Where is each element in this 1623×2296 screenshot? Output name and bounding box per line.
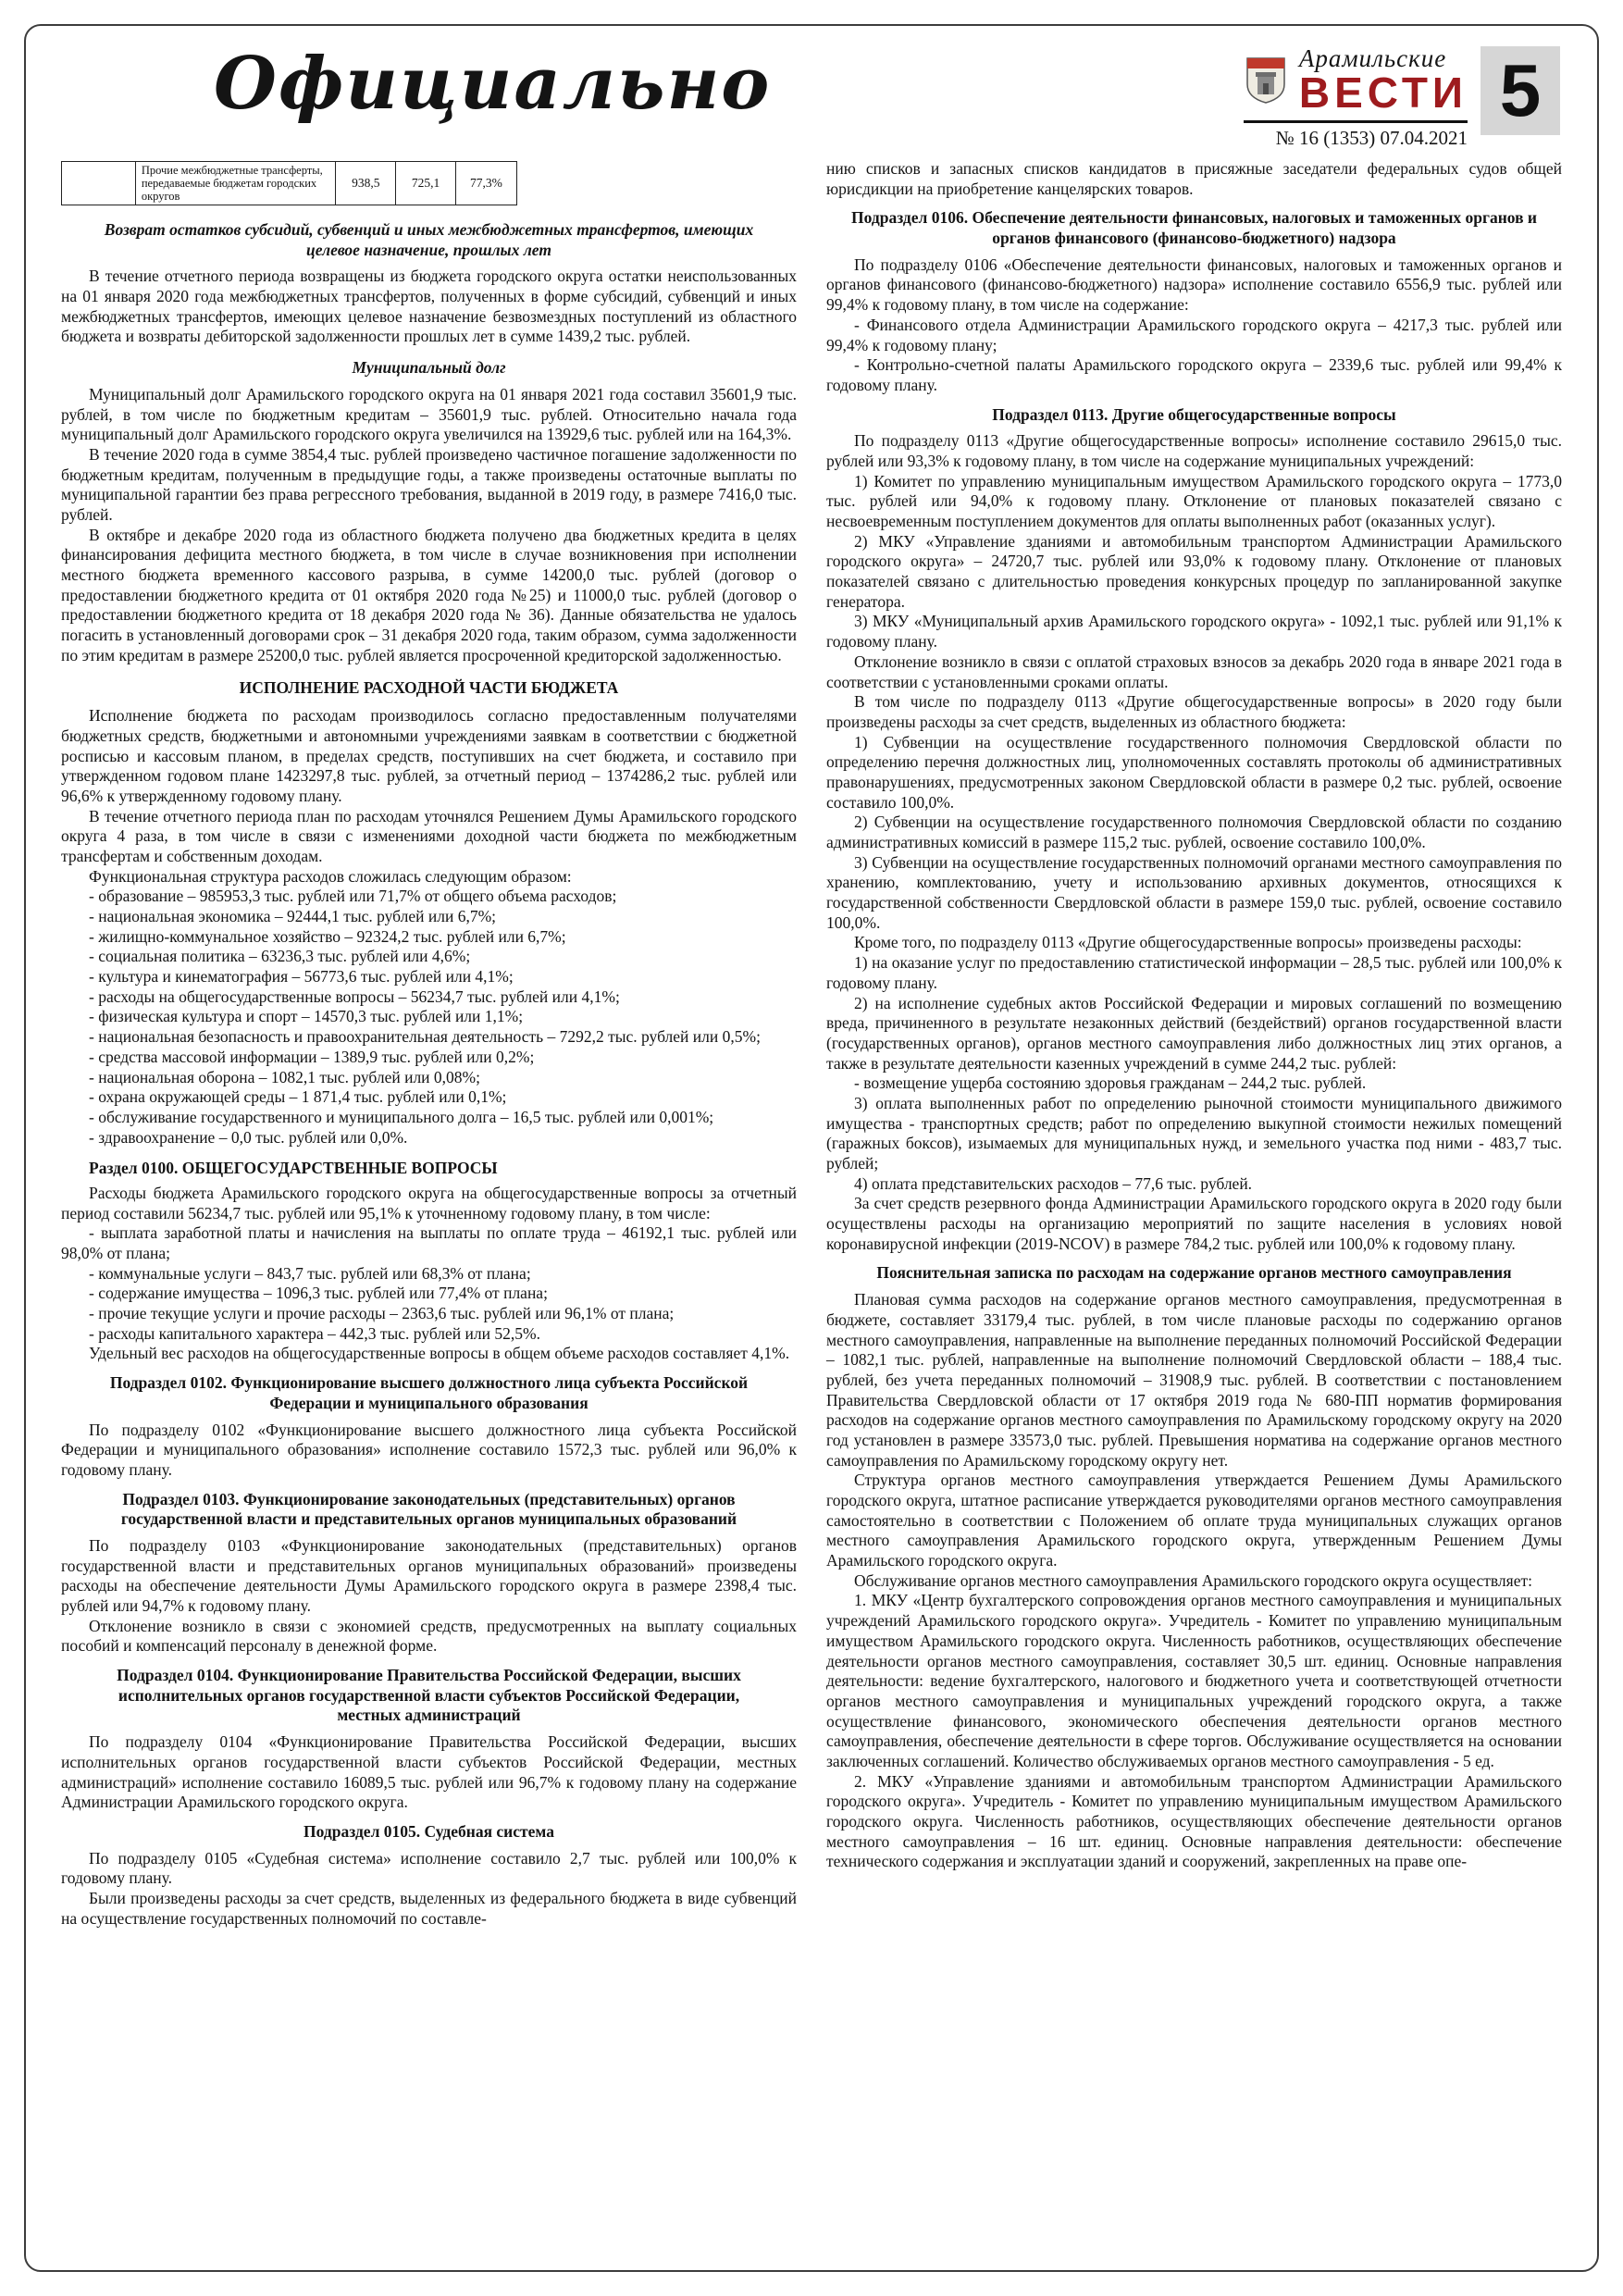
- paragraph: нию списков и запасных списков кандидатов в присяжные заседатели федеральных судов общей юрисдикции на приобретение канцелярских товаров.: [826, 159, 1562, 198]
- paragraph: В течение отчетного периода план по расходам уточнялся Решением Думы Арамильского городского округа 4 раза, в том числе в связи с изменениями доходной части бюджета по межбюджетным трансфертам и собственным доходам.: [61, 806, 797, 865]
- list-item: - выплата заработной платы и начисления на выплаты по оплате труда – 46192,1 тыс. рублей или 98,0% от плана;: [61, 1223, 797, 1262]
- table-row: [62, 162, 517, 205]
- list-item: - образование – 985953,3 тыс. рублей или 71,7% от общего объема расходов;: [89, 887, 617, 906]
- list-item: - физическая культура и спорт – 14570,3 тыс. рублей или 1,1%;: [89, 1007, 524, 1026]
- paragraph: Расходы бюджета Арамильского городского округа на общегосударственные вопросы за отчетный период составили 56234,7 тыс. рублей или 95,1% к уточненному годовому плану, в том числе:: [61, 1183, 797, 1222]
- list-item: - возмещение ущерба состоянию здоровья гражданам – 244,2 тыс. рублей.: [854, 1074, 1367, 1093]
- paragraph: Обслуживание органов местного самоуправления Арамильского городского округа осуществляет:: [854, 1570, 1532, 1590]
- paragraph: Отклонение возникло в связи с экономией средств, предусмотренных на выплату социальных пособий и компенсаций персоналу в денежной форме.: [61, 1616, 797, 1656]
- paragraph: 2. МКУ «Управление зданиями и автомобильным транспортом Администрации Арамильского городского округа». Учредитель - Комитет по управлению муниципальным имуществом Арамильского городского округа. Численность работников, осуществляющих обеспечение деятельности органов местного самоуправления – 16 шт. единиц. Основные направления деятельности: обеспечение технического содержания и эксплуатации зданий и сооружений, закрепленных на праве опе-: [826, 1771, 1562, 1871]
- paragraph: По подразделу 0104 «Функционирование Правительства Российской Федерации, высших исполнительных органов государственной власти субъектов Российской Федерации, местных администраций» исполнение составило 16089,5 тыс. рублей или 96,7% к годовому плану на содержание Администрации Арамильского городского округа.: [61, 1732, 797, 1812]
- brand-name-bottom: ВЕСТИ: [1298, 68, 1468, 117]
- left-column: [61, 159, 797, 1929]
- brand-name-top: Арамильские: [1298, 44, 1447, 72]
- paragraph: По подразделу 0113 «Другие общегосударственные вопросы» исполнение составило 29615,0 тыс. рублей или 93,3% к годовому плану, в том числе на содержание муниципальных учреждений:: [826, 431, 1562, 470]
- section-heading: Подраздел 0113. Другие общегосударственные вопросы: [992, 404, 1396, 424]
- list-item: - здравоохранение – 0,0 тыс. рублей или 0,0%.: [89, 1127, 408, 1147]
- list-item: - национальная экономика – 92444,1 тыс. рублей или 6,7%;: [89, 907, 497, 925]
- paragraph: Структура органов местного самоуправления утверждается Решением Думы Арамильского городского округа, штатное расписание утверждается руководителями органов местного самоуправления самостоятельно в соответствии с Положением об оплате труда муниципальных служащих органов местного самоуправления Арамильского городского округа, утвержденным Решением Думы Арамильского городского округа.: [826, 1471, 1562, 1570]
- brand-block: [1244, 46, 1560, 150]
- list-item: - расходы на общегосударственные вопросы – 56234,7 тыс. рублей или 4,1%;: [89, 987, 620, 1006]
- section-heading: Муниципальный долг: [352, 358, 506, 378]
- masthead: [61, 43, 1562, 159]
- list-item: - охрана окружающей среды – 1 871,4 тыс. рублей или 0,1%;: [89, 1087, 507, 1107]
- issue-info: № 16 (1353) 07.04.2021: [1244, 120, 1468, 150]
- paragraph: 1) Субвенции на осуществление государственного полномочия Свердловской области по определению перечня должностных лиц, уполномоченных составлять протоколы об административных правонарушениях, предусмотренных законом Свердловской области в размере 0,2 тыс. рублей, освоение составило 100,0%.: [826, 732, 1562, 812]
- list-item: - Финансового отдела Администрации Арамильского городского округа – 4217,3 тыс. рублей или 99,4% к годовому плану;: [826, 315, 1562, 354]
- paragraph: По подразделу 0106 «Обеспечение деятельности финансовых, налоговых и таможенных органов и органов финансового (финансово-бюджетного) надзора» исполнение составило 6556,9 тыс. рублей или 99,4% к годовому плану, в том числе на содержание:: [826, 254, 1562, 315]
- table-cell-value: 725,1: [396, 162, 456, 205]
- paragraph: 1. МКУ «Центр бухгалтерского сопровождения органов местного самоуправления и муниципальных учреждений Арамильского городского округа». Учредитель - Комитет по управлению муниципальным имуществом Арамильского городского округа. Численность работников, осуществляющих обеспечение деятельности органов местного самоуправления, составляет 30,5 шт. единиц. Основные направления деятельности: ведение бухгалтерского, налогового и бюджетного учета и соответствующей отчетности органов местного самоуправления и муниципальных учреждений городского округа, а также осуществление финансового, экономического обеспечения деятельности органов местного самоуправления, обеспечение деятельности в сфере торгов. Обслуживание осуществляется на основании заключенных соглашений. Количество обслуживаемых органов местного самоуправления - 5 ед.: [826, 1591, 1562, 1770]
- paragraph: Функциональная структура расходов сложилась следующим образом:: [89, 866, 572, 886]
- paragraph: 3) Субвенции на осуществление государственных полномочий органами местного самоуправления по хранению, комплектованию, учету и использованию архивных документов, относящихся к государственной собственности Свердловской области в размере 159,0 тыс. рублей, освоение составило 100,0%.: [826, 852, 1562, 932]
- right-column: [826, 159, 1562, 1872]
- paragraph: 1) на оказание услуг по предоставлению статистической информации – 28,5 тыс. рублей или 100,0% к годовому плану.: [826, 953, 1562, 992]
- section-heading: Подраздел 0104. Функционирование Правительства Российской Федерации, высших исполнительных органов государственной власти субъектов Российской Федерации, местных администраций: [117, 1666, 741, 1725]
- list-item: - обслуживание государственного и муниципального долга – 16,5 тыс. рублей или 0,001%;: [89, 1107, 714, 1126]
- section-heading: Подраздел 0106. Обеспечение деятельности финансовых, налоговых и таможенных органов и органов финансового (финансово-бюджетного) надзора: [851, 208, 1537, 248]
- paragraph: Муниципальный долг Арамильского городского округа на 01 января 2021 года составил 35601,9 тыс. рублей, в том числе по бюджетным кредитам – 35601,9 тыс. рублей. Относительно начала года муниципальный долг Арамильского городского округа увеличился на 13929,6 тыс. рублей или на 164,3%.: [61, 384, 797, 444]
- list-item: - расходы капитального характера – 442,3 тыс. рублей или 52,5%.: [89, 1323, 540, 1343]
- section-heading: Подраздел 0105. Судебная система: [304, 1821, 554, 1841]
- paragraph: 3) МКУ «Муниципальный архив Арамильского городского округа» - 1092,1 тыс. рублей или 91,1% к годовому плану.: [826, 612, 1562, 652]
- paragraph: Удельный вес расходов на общегосударственные вопросы в общем объеме расходов составляет 4,1%.: [89, 1344, 790, 1363]
- paragraph: За счет средств резервного фонда Администрации Арамильского городского округа в 2020 году были осуществлены расходы на организацию мероприятий по защите населения в условиях новой коронавирусной инфекции (2019-NCOV) в размере 784,2 тыс. рублей или 100,0% к годовому плану.: [826, 1194, 1562, 1253]
- paragraph: Были произведены расходы за счет средств, выделенных из федерального бюджета в виде субвенций на осуществление государственных полномочий по составле-: [61, 1888, 797, 1928]
- paragraph: По подразделу 0105 «Судебная система» исполнение составило 2,7 тыс. рублей или 100,0% к годовому плану.: [61, 1848, 797, 1888]
- table-cell-value: 938,5: [336, 162, 396, 205]
- paragraph: 1) Комитет по управлению муниципальным имуществом Арамильского городского округа – 1773,0 тыс. рублей или 94,0% к годовому плану. Отклонение от плановых показателей связано с несвоевременным поступлением документов для оплаты выполненных работ (оказанных услуг).: [826, 471, 1562, 530]
- paragraph: Исполнение бюджета по расходам производилось согласно предоставленным получателями бюджетных средств, бюджетными и автономными учреждениями заявкам в соответствии с бюджетной росписью и кассовым планом, в пределах средств, поступивших на счет бюджета, и составило при утвержденном годовом плане 1423297,8 тыс. рублей, за отчетный период – 1374286,2 тыс. рублей или 96,6% к утвержденному годовому плану.: [61, 706, 797, 805]
- table-cell-label: Прочие межбюджетные трансферты, передаваемые бюджетам городских округов: [135, 162, 336, 205]
- paragraph: Отклонение возникло в связи с оплатой страховых взносов за декабрь 2020 года в январе 2021 года в соответствии с установленными сроками оплаты.: [826, 652, 1562, 691]
- list-item: - национальная оборона – 1082,1 тыс. рублей или 0,08%;: [89, 1067, 480, 1086]
- section-heading: ИСПОЛНЕНИЕ РАСХОДНОЙ ЧАСТИ БЮДЖЕТА: [239, 678, 619, 698]
- paragraph: 2) МКУ «Управление зданиями и автомобильным транспортом Администрации Арамильского городского округа» – 24720,7 тыс. рублей или 93,0% к годовому плану. Отклонение от плановых показателей связано с длительностью проведения конкурсных процедур по запланированной закупке генератора.: [826, 531, 1562, 611]
- paragraph: По подразделу 0103 «Функционирование законодательных (представительных) органов государственной власти и представительных органов муниципальных образований» произведены расходы на обеспечение деятельности Думы Арамильского городского округа в размере 2398,4 тыс. рублей или 94,7% к годовому плану.: [61, 1535, 797, 1615]
- section-title: Официально: [214, 42, 772, 126]
- paragraph: 4) оплата представительских расходов – 77,6 тыс. рублей.: [854, 1173, 1253, 1193]
- paragraph: В течение отчетного периода возвращены из бюджета городского округа остатки неиспользованных на 01 января 2020 года межбюджетных трансфертов, полученных в форме субсидий, субвенций и иных межбюджетных трансфертов, имеющих целевое назначение безвозмездных поступлений из областного бюджета и возвраты дебиторской задолженности прошлых лет в сумме 1439,2 тыс. рублей.: [61, 267, 797, 346]
- city-crest-icon: [1244, 56, 1288, 105]
- list-item: - социальная политика – 63236,3 тыс. рублей или 4,6%;: [89, 947, 471, 966]
- paragraph: Плановая сумма расходов на содержание органов местного самоуправления, предусмотренная в бюджете, составляет 33179,4 тыс. рублей, в том числе плановые расходы по содержанию органов местного самоуправления, направленные на выполнение переданных полномочий Российской Федерации – 1082,1 тыс. рублей, направленные на выполнение полномочий Свердловской области – 188,4 тыс. рублей, без учета переданных полномочий – 31908,9 тыс. рублей. В соответствии с постановлением Правительства Свердловской области от 17 октября 2019 года № 680-ПП норматив формирования расходов на содержание органов местного самоуправления по Арамильскому городскому округу на 2020 год установлен в размере 33573,0 тыс. рублей. Превышения норматива на содержание органов местного самоуправления по Арамильскому городскому округу нет.: [826, 1290, 1562, 1470]
- table-cell-empty: [62, 162, 136, 205]
- table-cell-value: 77,3%: [456, 162, 517, 205]
- list-item: - Контрольно-счетной палаты Арамильского городского округа – 2339,6 тыс. рублей или 99,4% к годовому плану.: [826, 355, 1562, 394]
- paragraph: В октябре и декабре 2020 года из областного бюджета получено два бюджетных кредита в целях финансирования дефицита местного бюджета, в том числе в случае возникновения при исполнении местного бюджета временного кассового разрыва, в сумме 14200,0 тыс. рублей (договор о предоставлении бюджетного кредита от 01 октября 2020 года №25) и 11000,0 тыс. рублей (договор о предоставлении бюджетного кредита от 18 декабря 2020 года № 36). Данные обязательства не удалось погасить в установленный договорами срок – 31 декабря 2020 года, таким образом, сумма задолженности по этим кредитам в размере 25200,0 тыс. рублей является просроченной кредиторской задолженностью.: [61, 525, 797, 664]
- paragraph: В том числе по подразделу 0113 «Другие общегосударственные вопросы» в 2020 году были произведены расходы за счет средств, выделенных из областного бюджета:: [826, 692, 1562, 731]
- list-item: - прочие текущие услуги и прочие расходы – 2363,6 тыс. рублей или 96,1% от плана;: [89, 1304, 675, 1323]
- list-item: - жилищно-коммунальное хозяйство – 92324,2 тыс. рублей или 6,7%;: [89, 926, 566, 946]
- section-heading: Раздел 0100. ОБЩЕГОСУДАРСТВЕННЫЕ ВОПРОСЫ: [89, 1159, 498, 1178]
- section-heading: Подраздел 0103. Функционирование законодательных (представительных) органов государственной власти и представительных органов муниципальных образований: [120, 1489, 737, 1529]
- paragraph: 2) на исполнение судебных актов Российской Федерации и мировых соглашений по возмещению вреда, причиненного в результате незаконных действий (бездействий) органов государственной власти (государственных органов), органов местного самоуправления либо должностных лиц этих органов, а также в результате деятельности казенных учреждений в сумме 244,2 тыс. рублей:: [826, 993, 1562, 1073]
- paragraph: В течение 2020 года в сумме 3854,4 тыс. рублей произведено частичное погашение задолженности по бюджетным кредитам, полученным в предыдущие годы, а также произведены остаточные выплаты по муниципальной гарантии без права регрессного требования, выданной в 2019 году, в размере 7416,0 тыс. рублей.: [61, 444, 797, 524]
- list-item: - культура и кинематография – 56773,6 тыс. рублей или 4,1%;: [89, 967, 514, 987]
- paragraph: Кроме того, по подразделу 0113 «Другие общегосударственные вопросы» произведены расходы:: [854, 933, 1522, 952]
- list-item: - средства массовой информации – 1389,9 тыс. рублей или 0,2%;: [89, 1047, 535, 1066]
- section-heading: Подраздел 0102. Функционирование высшего должностного лица субъекта Российской Федерации и муниципального образования: [109, 1373, 749, 1412]
- list-item: - содержание имущества – 1096,3 тыс. рублей или 77,4% от плана;: [89, 1284, 548, 1303]
- paragraph: 3) оплата выполненных работ по определению рыночной стоимости муниципального движимого имущества - транспортных средств; работ по определению выкупной стоимости нежилых помещений (гаражных боксов), изымаемых для муниципальных нужд, и земельного участка под ними - 483,7 тыс. рублей;: [826, 1093, 1562, 1173]
- paragraph: 2) Субвенции на осуществление государственного полномочия Свердловской области по созданию административных комиссий в размере 115,2 тыс. рублей, освоение составило 100,0%.: [826, 813, 1562, 851]
- page-frame: [24, 24, 1599, 2272]
- list-item: - национальная безопасность и правоохранительная деятельность – 7292,2 тыс. рублей или 0,5%;: [89, 1027, 761, 1047]
- page-number: 5: [1481, 46, 1560, 135]
- section-heading: Возврат остатков субсидий, субвенций и иных межбюджетных трансфертов, имеющих целевое назначение, прошлых лет: [104, 220, 754, 259]
- carryover-table: [61, 161, 517, 205]
- article-body: [61, 159, 1562, 2246]
- list-item: - коммунальные услуги – 843,7 тыс. рублей или 68,3% от плана;: [89, 1263, 531, 1283]
- paragraph: По подразделу 0102 «Функционирование высшего должностного лица субъекта Российской Федерации и муниципального образования» исполнение составило 1572,3 тыс. рублей или 96,0% к годовому плану.: [61, 1420, 797, 1479]
- section-heading: Пояснительная записка по расходам на содержание органов местного самоуправления: [876, 1263, 1512, 1283]
